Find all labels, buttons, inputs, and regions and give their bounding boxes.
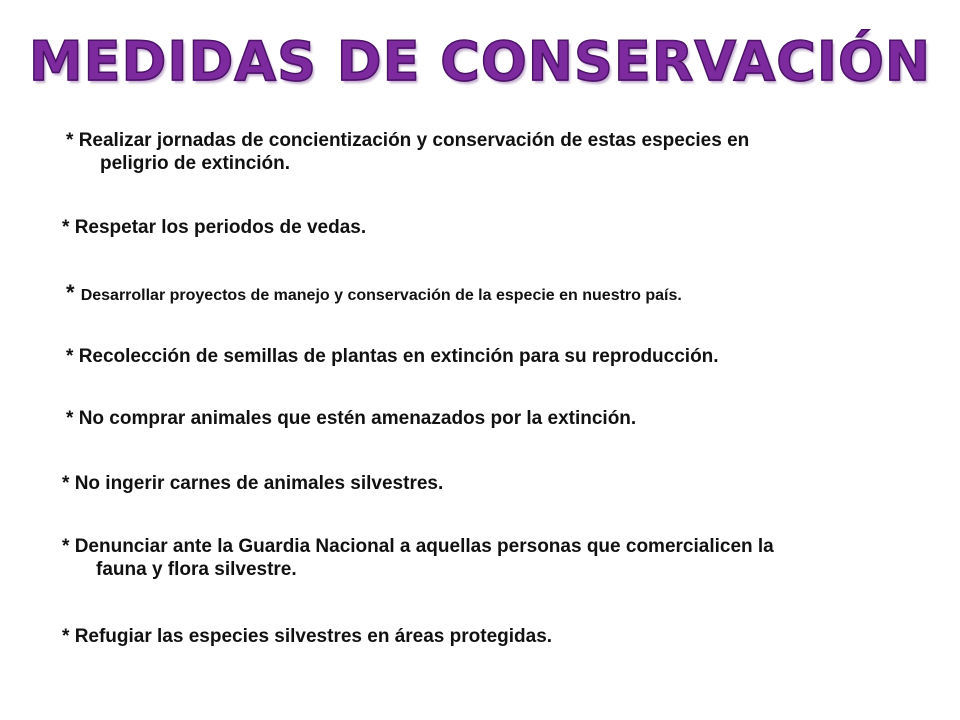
- bullet-item: [62, 625, 552, 648]
- bullet-item: [62, 472, 443, 495]
- bullet-text: Realizar jornadas de concientización y conservación de estas especies en: [78, 130, 750, 151]
- bullet-text: Recolección de semillas de plantas en extinción para su reproducción.: [78, 346, 719, 367]
- bullet-star: *: [62, 626, 75, 647]
- bullet-item: [66, 129, 749, 175]
- bullet-text: No ingerir carnes de animales silvestres.: [74, 473, 444, 494]
- bullet-text: Desarrollar proyectos de manejo y conservación de la especie en nuestro país.: [80, 287, 682, 304]
- bullet-item: [66, 345, 719, 368]
- bullet-text-continued: fauna y flora silvestre.: [96, 559, 297, 580]
- bullet-star: *: [66, 280, 81, 305]
- bullet-text-continued: peligrio de extinción.: [100, 153, 291, 174]
- bullet-text: Refugiar las especies silvestres en áreas protegidas.: [74, 626, 553, 647]
- bullet-text: No comprar animales que estén amenazados por la extinción.: [78, 408, 637, 429]
- bullet-item: [62, 216, 366, 239]
- bullet-star: *: [62, 473, 75, 494]
- bullet-star: *: [66, 130, 79, 151]
- bullet-item: [62, 535, 774, 581]
- slide-title: MEDIDAS DE CONSERVACIÓN: [28, 30, 932, 93]
- bullet-item: [66, 281, 682, 307]
- bullet-star: *: [62, 536, 75, 557]
- bullet-text: Respetar los periodos de vedas.: [74, 217, 367, 238]
- bullet-item: [66, 407, 636, 430]
- bullet-star: *: [66, 408, 79, 429]
- bullet-text: Denunciar ante la Guardia Nacional a aquellas personas que comercialicen la: [74, 536, 774, 557]
- bullet-star: *: [66, 346, 79, 367]
- bullet-star: *: [62, 217, 75, 238]
